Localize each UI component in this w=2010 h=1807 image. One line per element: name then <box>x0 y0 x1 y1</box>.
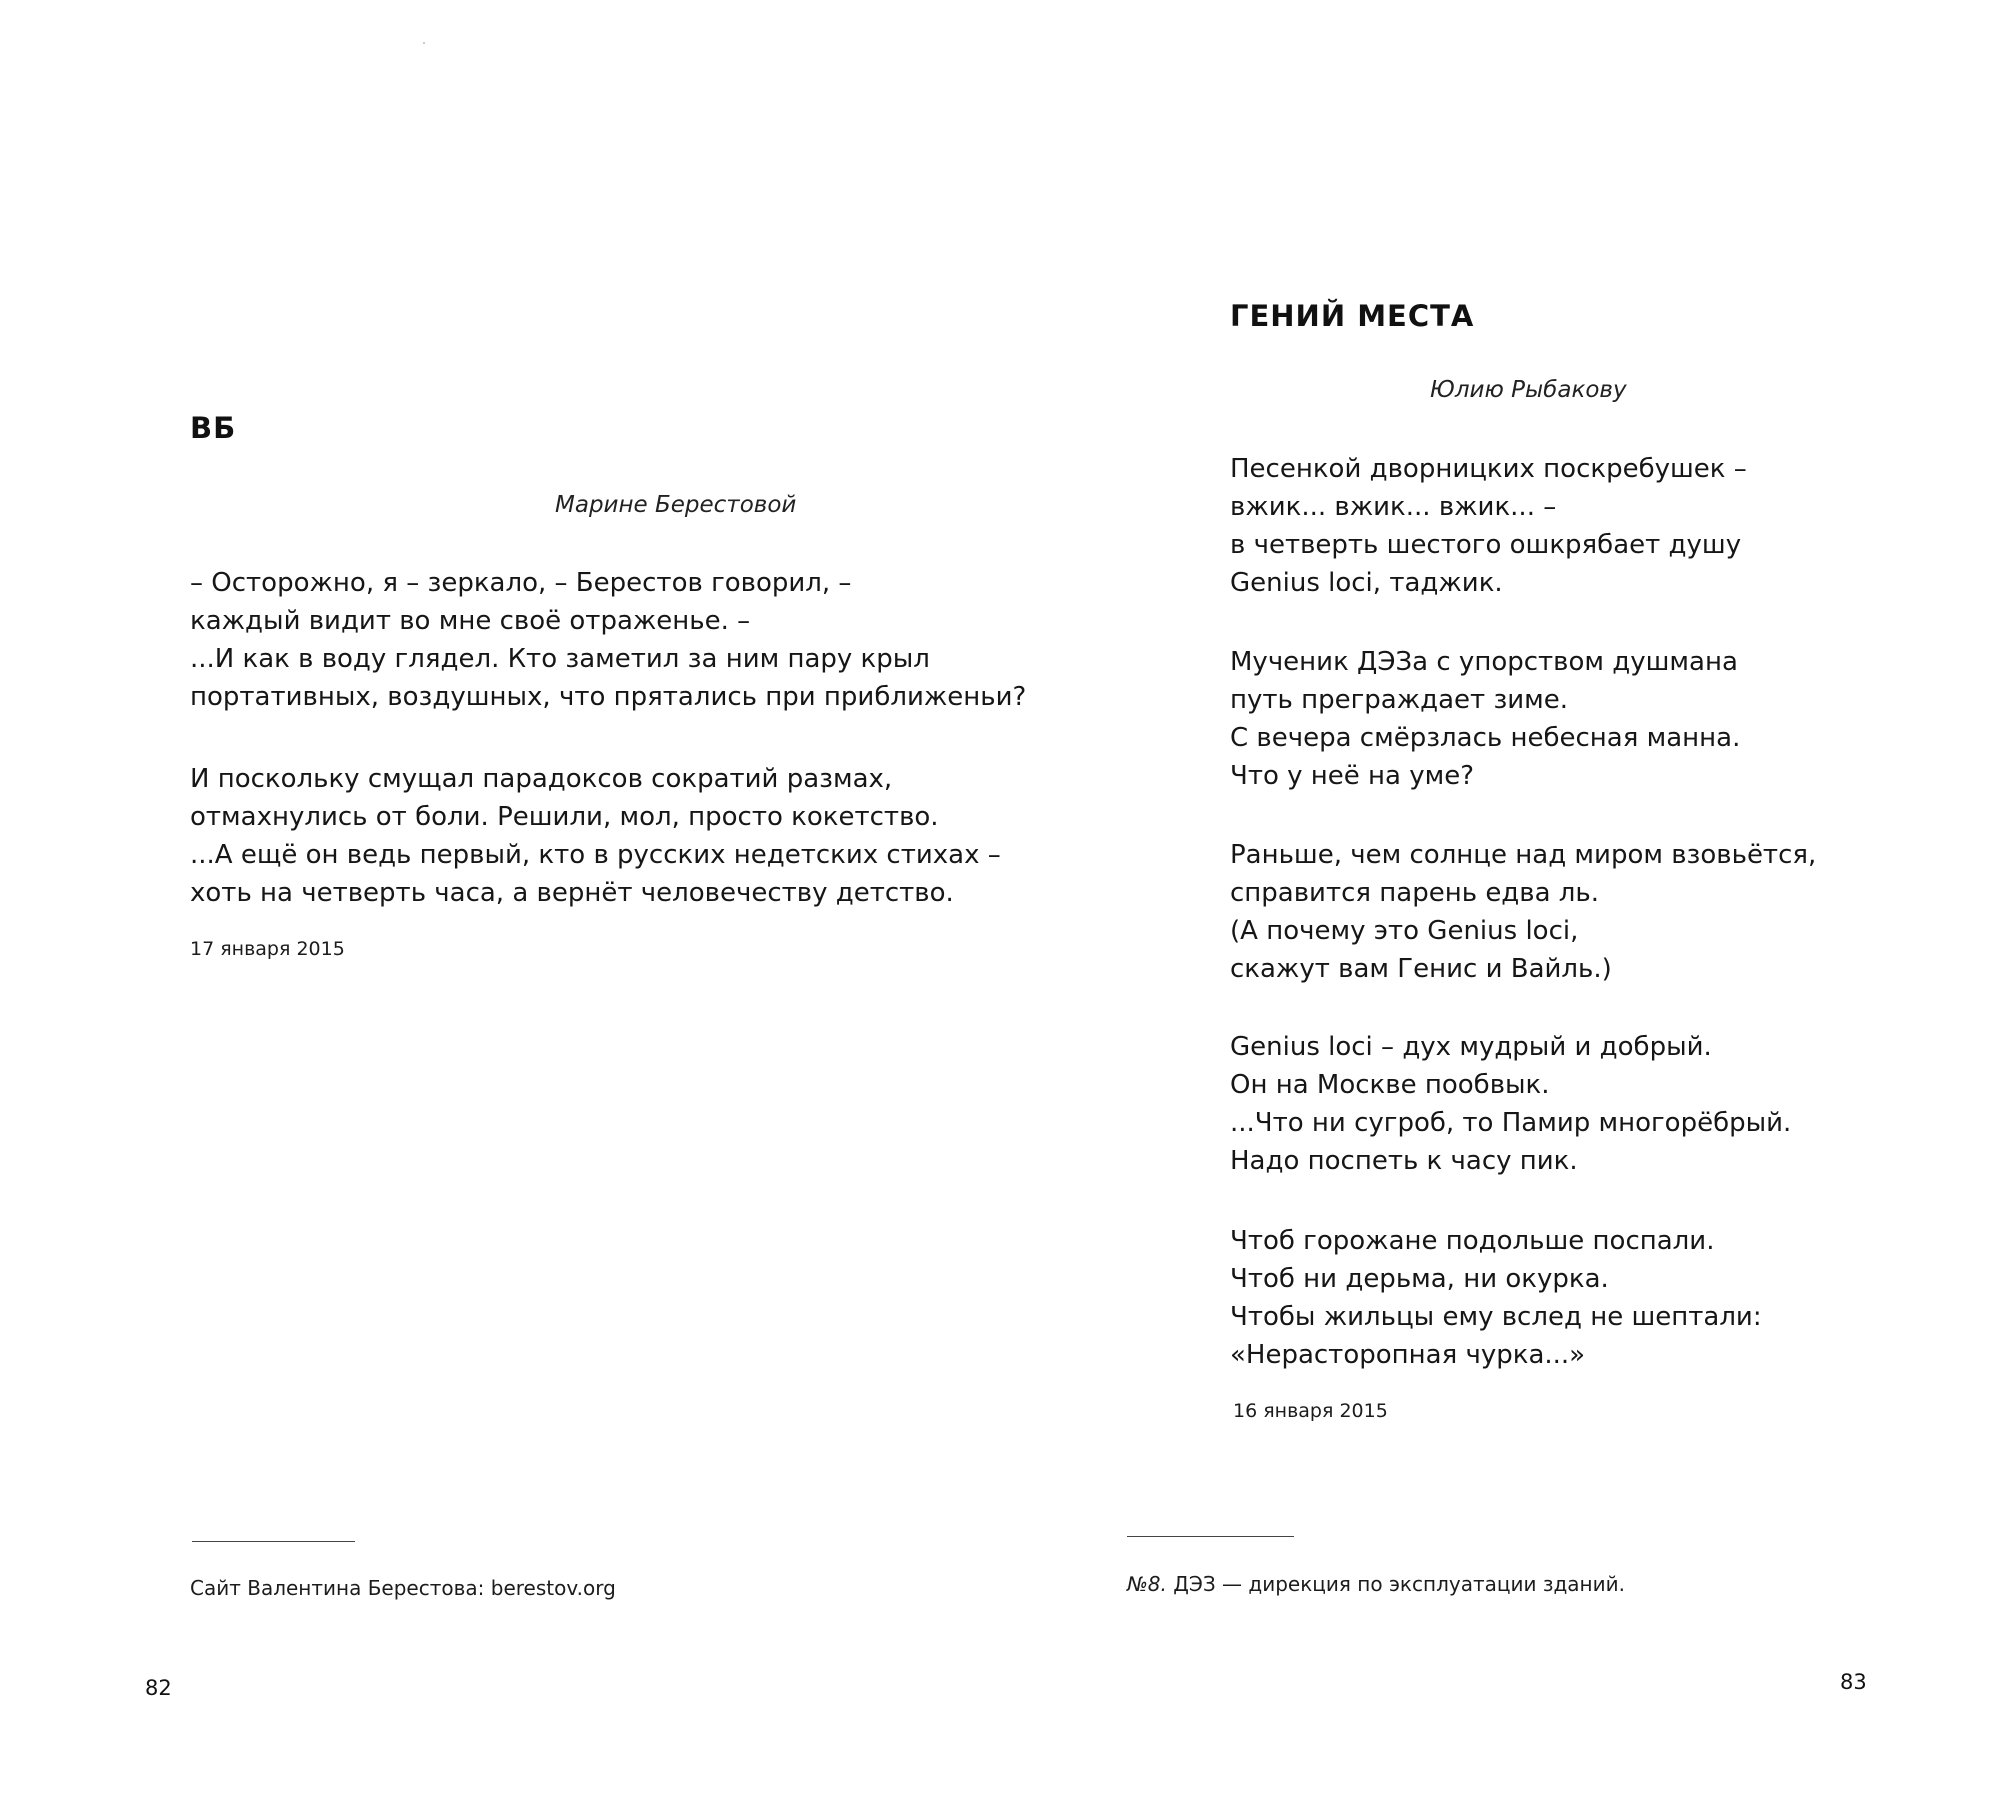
poem-stanza <box>1230 643 1740 795</box>
poem-line: Надо поспеть к часу пик. <box>1230 1146 1578 1176</box>
poem-line: И поскольку смущал парадоксов сократий размах, <box>190 764 893 794</box>
poem-line: портативных, воздушных, что прятались при приближеньи? <box>190 682 1027 712</box>
poem-line: Песенкой дворницких поскребушек – <box>1230 454 1747 484</box>
poem-line: ...Что ни сугроб, то Памир многорёбрый. <box>1230 1108 1792 1138</box>
footnote: Сайт Валентина Берестова: berestov.org <box>190 1576 616 1600</box>
poem-line: Genius loci, таджик. <box>1230 568 1503 598</box>
poem-date: 17 января 2015 <box>190 938 345 960</box>
poem-line: Он на Москве пообвык. <box>1230 1070 1550 1100</box>
poem-line: Раньше, чем солнце над миром взовьётся, <box>1230 840 1817 870</box>
footnote <box>1127 1572 1625 1596</box>
poem-line: Чтоб ни дерьма, ни окурка. <box>1230 1264 1609 1294</box>
poem-title: ГЕНИЙ МЕСТА <box>1230 299 1475 333</box>
poem-stanza <box>1230 836 1816 988</box>
footnote-text: ДЭЗ — дирекция по эксплуатации зданий. <box>1173 1572 1625 1596</box>
poem-line: ...И как в воду глядел. Кто заметил за ним пару крыл <box>190 644 930 674</box>
poem-dedication: Марине Берестовой <box>555 492 797 518</box>
page-number: 83 <box>1840 1670 1867 1694</box>
poem-stanza <box>190 760 1001 912</box>
poem-stanza <box>1230 1028 1791 1180</box>
poem-line: отмахнулись от боли. Решили, мол, просто кокетство. <box>190 802 939 832</box>
poem-line: Чтобы жильцы ему вслед не шептали: <box>1230 1302 1762 1332</box>
poem-line: Genius loci – дух мудрый и добрый. <box>1230 1032 1712 1062</box>
poem-dedication: Юлию Рыбакову <box>1430 377 1627 403</box>
poem-stanza <box>1230 1222 1762 1374</box>
poem-line: Что у неё на уме? <box>1230 761 1475 791</box>
footnote-divider <box>192 1541 355 1542</box>
poem-line: Чтоб горожане подольше поспали. <box>1230 1226 1715 1256</box>
poem-stanza <box>190 564 1026 716</box>
poem-line: каждый видит во мне своё отраженье. – <box>190 606 751 636</box>
poem-line: «Нерасторопная чурка...» <box>1230 1340 1586 1370</box>
poem-title: ВБ <box>190 411 237 445</box>
poem-line: хоть на четверть часа, а вернёт человечеству детство. <box>190 878 954 908</box>
page-number: 82 <box>145 1676 172 1700</box>
footnote-divider <box>1127 1536 1294 1537</box>
footnote-mark: №8. <box>1127 1572 1167 1596</box>
poem-line: в четверть шестого ошкрябает душу <box>1230 530 1742 560</box>
poem-line: скажут вам Генис и Вайль.) <box>1230 954 1612 984</box>
poem-stanza <box>1230 450 1747 602</box>
poem-line: – Осторожно, я – зеркало, – Берестов говорил, – <box>190 568 852 598</box>
poem-line: С вечера смёрзлась небесная манна. <box>1230 723 1741 753</box>
poem-line: справится парень едва ль. <box>1230 878 1600 908</box>
poem-line: путь преграждает зиме. <box>1230 685 1569 715</box>
poem-line: Мученик ДЭЗа с упорством душмана <box>1230 647 1738 677</box>
poem-line: (А почему это Genius loci, <box>1230 916 1579 946</box>
poem-date: 16 января 2015 <box>1233 1400 1388 1422</box>
poem-line: ...А ещё он ведь первый, кто в русских недетских стихах – <box>190 840 1001 870</box>
poem-line: вжик... вжик... вжик... – <box>1230 492 1557 522</box>
right-page <box>1005 0 2010 1807</box>
